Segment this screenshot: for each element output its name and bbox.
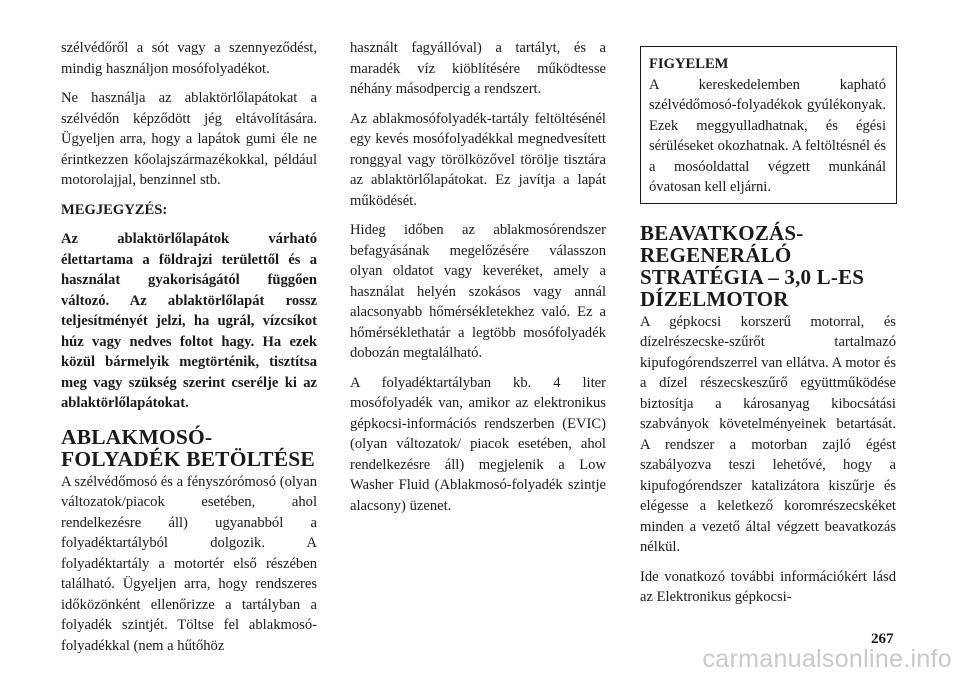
column-3 xyxy=(640,38,896,617)
paragraph-cold-weather: Hideg időben az ablakmosórendszer befagyásának megelőzésére válasszon olyan oldatot vagy keveréket, amely a használat helyén szokásos vagy annál alacsonyabb hőmérsékletekhez való. Ez a hőmérséklethatár a legtöbb mosófolyadék dobozán megtalálható. xyxy=(350,222,606,361)
column-2 xyxy=(350,38,606,525)
page-number: 267 xyxy=(871,631,894,647)
paragraph-more-info: Ide vonatkozó további információkért lásd az Elektronikus gépkocsi- xyxy=(640,568,896,605)
paragraph-ice-warning: Ne használja az ablaktörlőlapátokat a szélvédőn képződött jég eltávolítására. Ügyeljen arra, hogy a lapátok gumi éle ne érintkezzen kőolajszármazékokkal, például motorolajjal, benzinnel stb. xyxy=(61,90,317,188)
paragraph-wiper-cleaning: Az ablakmosófolyadék-tartály feltöltésénél egy kevés mosófolyadékkal megnedvesített ronggyal vagy törölközővel törölje tisztára az ablaktörlőlapátokat. Ez javítja a lapát működését. xyxy=(350,110,606,209)
note-heading: MEGJEGYZÉS: xyxy=(61,201,168,218)
paragraph-salt-removal: szélvédőről a sót vagy a szennyeződést, mindig használjon mosófolyadékot. xyxy=(61,40,317,77)
paragraph-washer-fluid: A szélvédőmosó és a fényszórómosó (olyan változatok/piacok esetében, ahol rendelkezésre áll) ugyanabból a folyadéktartályból dolgozik. A folyadéktartály a motortér első részében található. Ügyeljen arra, hogy rendszeres időközönként ellenőrizze a tartályban a folyadék szintjét. Töltse fel ablakmosó-folyadékkal (nem a hűtőhöz xyxy=(61,473,317,654)
warning-title: FIGYELEM xyxy=(649,56,729,72)
note-text: Az ablaktörlőlapátok várható élettartama a földrajzi területtől és a használat gyakoriságától függően változó. Az ablaktörlőlapát rossz teljesítményét jelzi, ha ugrál, vízcsíkot húz vagy nedves foltot hagy. Ha ezek közül bármelyik megtörténik, tisztítsa meg vagy szükség szerint cserélje ki az ablaktörlőlapátokat. xyxy=(61,231,317,411)
warning-text: A kereskedelemben kapható szélvédőmosó-folyadékok gyúlékonyak. Ezek meggyulladhatnak, és égési sérüléseket okozhatnak. A feltöltésnél és a mosóoldattal végzett munkánál óvatosan kell eljárni. xyxy=(649,76,886,195)
section-heading-regeneration: BEAVATKOZÁS-REGENERÁLÓ STRATÉGIA – 3,0 L-ES DÍZELMOTOR xyxy=(640,220,865,311)
paragraph-fluid-capacity: A folyadéktartályban kb. 4 liter mosófolyadék van, amikor az elektronikus gépkocsi-információs rendszerben (EVIC) (olyan változatok/ piacok esetében, ahol rendelkezésre áll) megjelenik a Low Washer Fluid (Ablakmosó-folyadék szintje alacsony) üzenet. xyxy=(350,374,606,514)
warning-box xyxy=(640,46,897,204)
paragraph-regeneration: A gépkocsi korszerű motorral, és dízelrészecske-szűrőt tartalmazó kipufogórendszerrel van ellátva. A motor és a dízel részecskeszűrő együttműködése biztosítja a károsanyag kibocsátási szabványok követelményeinek betartását. A rendszer a motorban zajló égést szabályozva teszi lehetővé, hogy a kipufogórendszer katalizátora kiszűrje és elégesse a keletkező koromrészecskéket minden a vezető által végzett beavatkozás nélkül. xyxy=(640,313,896,555)
paragraph-antifreeze: használt fagyállóval) a tartályt, és a maradék víz kiöblítésére működtesse néhány másodpercig a rendszert. xyxy=(350,40,606,97)
section-heading-washer-fluid: ABLAKMOSÓ-FOLYADÉK BETÖLTÉSE xyxy=(61,424,315,471)
watermark: carmanualsonline.info xyxy=(702,645,952,673)
column-1 xyxy=(61,38,317,665)
